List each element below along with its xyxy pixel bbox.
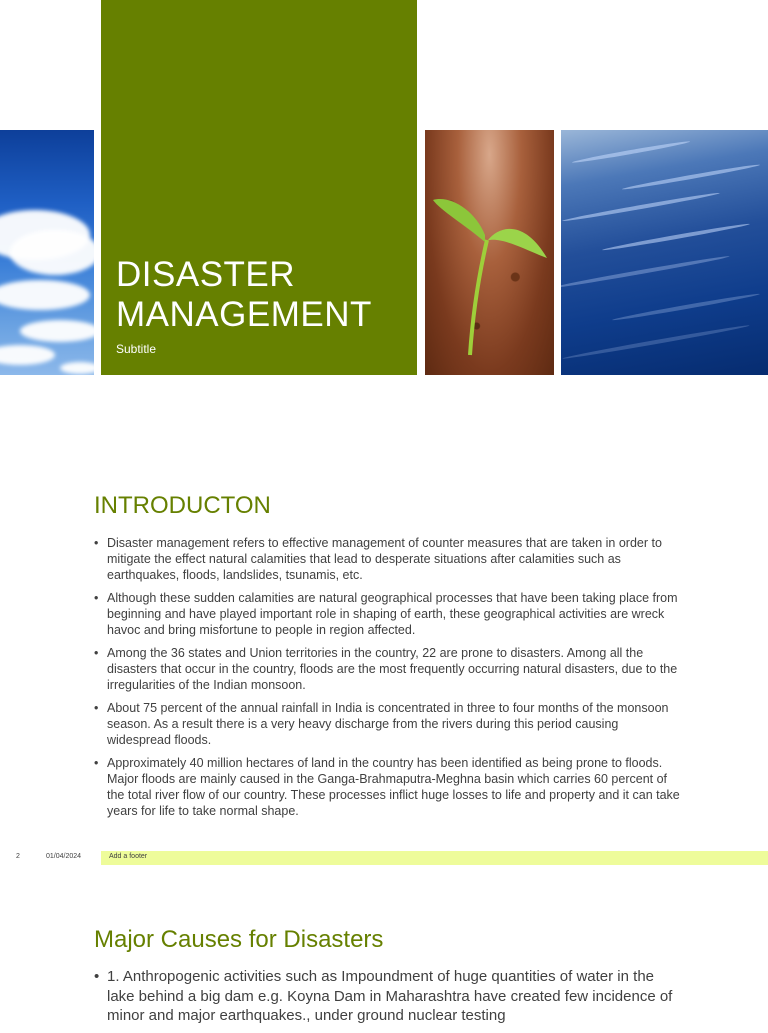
list-item: • Among the 36 states and Union territories in the country, 22 are prone to disasters. Among all the disasters that occur in the country, floods are the most frequently occurring natural disasters, due to the irregularities of the Indian monsoon. [94,645,684,693]
title-block [101,0,417,375]
list-item: • Disaster management refers to effective management of counter measures that are taken in order to mitigate the effect natural calamities that lead to desperate situations after calamities such as earthquakes, floods, landslides, tsunamis, etc. [94,535,684,583]
causes-heading: Major Causes for Disasters [94,926,384,953]
water-image [561,130,768,375]
subtitle: Subtitle [116,342,157,356]
sky-clouds-image [0,130,94,375]
seedling-icon [425,130,554,375]
page-number: 2 [16,853,20,860]
footer-right-panel [101,851,768,865]
footer-date: 01/04/2024 [46,853,82,860]
intro-bullet-list [94,535,684,826]
list-item: • Although these sudden calamities are natural geographical processes that have been taking place from beginning and have played important role in shaping of earth, these geographical activities are wreck havoc and bring misfortune to people in region affected. [94,590,684,638]
sprout-image [425,130,554,375]
footer-text: Add a footer [109,853,148,860]
title-slide [0,0,768,400]
list-item: • Approximately 40 million hectares of land in the country has been identified as being prone to floods. Major floods are mainly caused in the Ganga-Brahmaputra-Meghna basin which carries 60 percent of the total river flow of our country. These processes inflict huge losses to life and property and it can take years for life to take normal shape. [94,755,684,819]
intro-heading: INTRODUCTON [94,492,271,519]
footer-left-panel [0,851,94,865]
list-item: • 1. Anthropogenic activities such as Impoundment of huge quantities of water in the lake behind a big dam e.g. Koyna Dam in Maharashtra have created few incidence of minor and major earthquakes., under ground nuclear testing [94,967,684,1026]
list-item: • About 75 percent of the annual rainfall in India is concentrated in three to four months of the monsoon season. As a result there is a very heavy discharge from the rivers during this period causing widespread floods. [94,700,684,748]
title-line-1: DISASTER [116,255,296,294]
title-line-2: MANAGEMENT [116,295,372,334]
slide-footer [0,851,768,865]
causes-bullet-list [94,967,684,1033]
